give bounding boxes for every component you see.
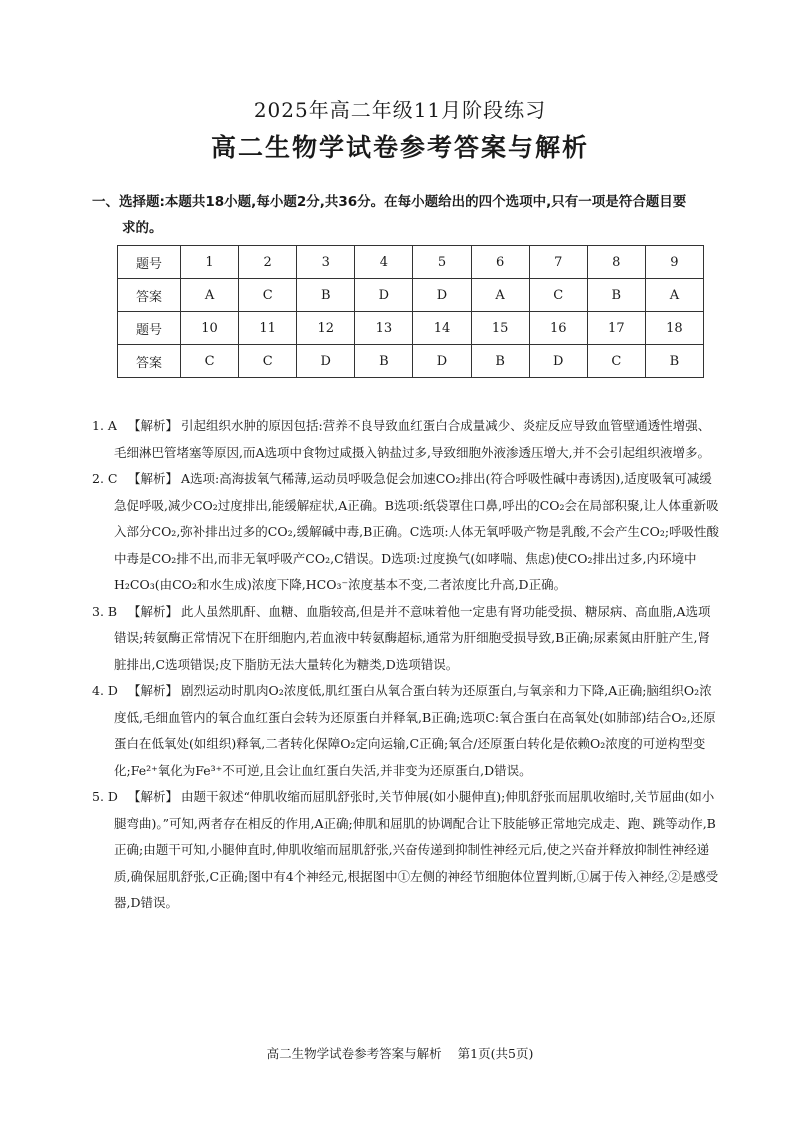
table-cell: 10 [181, 312, 239, 345]
table-cell: 8 [587, 246, 645, 279]
explanation-item-4 [92, 678, 720, 784]
explanation-item-2 [92, 466, 720, 599]
table-cell: C [529, 279, 587, 312]
section-heading-line2: 求的。 [122, 220, 163, 236]
explanation-item-3 [92, 599, 720, 679]
table-cell: B [645, 345, 703, 378]
explanation-text: 此人虽然肌酐、血糖、血脂较高,但是并不意味着他一定患有肾功能受损、糖尿病、高血脂,A选项错误;转氨酶正常情况下在肝细胞内,若血液中转氨酶超标,通常为肝细胞受损导致,B正确;尿素氮由肝脏产生,肾脏排出,C选项错误;皮下脂肪无法大量转化为糖类,D选项错误。 [114, 603, 711, 672]
page-number: 第1页(共5页) [457, 1046, 534, 1061]
analysis-tag: 【解析】 [128, 789, 179, 804]
page-footer [0, 1044, 800, 1062]
analysis-tag: 【解析】 [128, 603, 179, 619]
table-cell: 3 [297, 246, 355, 279]
analysis-tag: 【解析】 [128, 418, 179, 433]
row-label: 答案 [118, 345, 181, 378]
table-cell: D [529, 345, 587, 378]
table-cell: 6 [471, 246, 529, 279]
table-cell: C [181, 345, 239, 378]
table-cell: B [297, 279, 355, 312]
table-cell: C [587, 345, 645, 378]
table-row [118, 279, 704, 312]
table-cell: 16 [529, 312, 587, 345]
section-heading-line1: 一、选择题:本题共18小题,每小题2分,共36分。在每小题给出的四个选项中,只有一项是符合题目要 [92, 194, 687, 210]
page-title: 高二生物学试卷参考答案与解析 [210, 133, 589, 162]
table-cell: B [587, 279, 645, 312]
explanation-text: A选项:高海拔氧气稀薄,运动员呼吸急促会加速CO₂排出(符合呼吸性碱中毒诱因),适度吸氧可减缓急促呼吸,减少CO₂过度排出,能缓解症状,A正确。B选项:纸袋罩住口鼻,呼出的CO₂会在局部积聚,让人体重新吸入部分CO₂,弥补排出过多的CO₂,缓解碱中毒,B正确。C选项:人体无氧呼吸产物是乳酸,不会产生CO₂;呼吸性酸中毒是CO₂排不出,而非无氧呼吸产CO₂,C错误。D选项:过度换气(如哮喘、焦虑)使CO₂排出过多,内环境中H₂CO₃(由CO₂和水生成)浓度下降,HCO₃⁻浓度基本不变,二者浓度比升高,D正确。 [114, 471, 720, 592]
table-cell: A [471, 279, 529, 312]
section-heading [92, 189, 732, 241]
table-cell: 2 [239, 246, 297, 279]
table-cell: A [645, 279, 703, 312]
table-cell: C [239, 345, 297, 378]
item-number: 5. D [92, 789, 118, 804]
table-cell: 13 [355, 312, 413, 345]
table-cell: B [471, 345, 529, 378]
table-cell: 4 [355, 246, 413, 279]
table-cell: A [181, 279, 239, 312]
footer-title: 高二生物学试卷参考答案与解析 [266, 1046, 442, 1061]
table-cell: 5 [413, 246, 471, 279]
row-label: 题号 [118, 312, 181, 345]
answer-table [117, 245, 704, 378]
item-number: 3. B [92, 603, 118, 619]
table-cell: D [297, 345, 355, 378]
item-number: 1. A [92, 418, 117, 433]
table-cell: B [355, 345, 413, 378]
exam-subtitle: 2025年高二年级11月阶段练习 [253, 98, 547, 122]
table-cell: 12 [297, 312, 355, 345]
explanations-list [92, 413, 720, 917]
table-cell: D [355, 279, 413, 312]
explanation-text: 引起组织水肿的原因包括:营养不良导致血红蛋白合成量减少、炎症反应导致血管壁通透性增强、毛细淋巴管堵塞等原因,而A选项中食物过咸摄入钠盐过多,导致细胞外液渗透压增大,并不会引起组织液增多。 [114, 418, 711, 460]
item-number: 2. C [92, 471, 118, 486]
explanation-item-1 [92, 413, 720, 466]
table-cell: 1 [181, 246, 239, 279]
table-cell: 14 [413, 312, 471, 345]
table-cell: 17 [587, 312, 645, 345]
table-cell: 9 [645, 246, 703, 279]
table-row [118, 345, 704, 378]
table-cell: 15 [471, 312, 529, 345]
row-label: 答案 [118, 279, 181, 312]
table-row [118, 246, 704, 279]
explanation-item-5 [92, 784, 720, 917]
explanation-text: 剧烈运动时肌肉O₂浓度低,肌红蛋白从氧合蛋白转为还原蛋白,与氧亲和力下降,A正确;脑组织O₂浓度低,毛细血管内的氧合血红蛋白会转为还原蛋白并释氧,B正确;选项C:氧合蛋白在高氧处(如肺部)结合O₂,还原蛋白在低氧处(如组织)释氧,二者转化保障O₂定向运输,C正确;氧合/还原蛋白转化是依赖O₂浓度的可逆构型变化;Fe²⁺氧化为Fe³⁺不可逆,且会让血红蛋白失活,并非变为还原蛋白,D错误。 [114, 683, 716, 778]
table-row [118, 312, 704, 345]
table-cell: 7 [529, 246, 587, 279]
table-cell: C [239, 279, 297, 312]
table-cell: 11 [239, 312, 297, 345]
row-label: 题号 [118, 246, 181, 279]
table-cell: 18 [645, 312, 703, 345]
table-cell: D [413, 345, 471, 378]
analysis-tag: 【解析】 [128, 471, 179, 486]
table-cell: D [413, 279, 471, 312]
explanation-text: 由题干叙述“伸肌收缩而屈肌舒张时,关节伸展(如小腿伸直);伸肌舒张而屈肌收缩时,关节屈曲(如小腿弯曲)。”可知,两者存在相反的作用,A正确;伸肌和屈肌的协调配合让下肢能够正常地完成走、跑、跳等动作,B正确;由题干可知,小腿伸直时,伸肌收缩而屈肌舒张,兴奋传递到抑制性神经元后,使之兴奋并释放抑制性神经递质,确保屈肌舒张,C正确;图中有4个神经元,根据图中①左侧的神经节细胞体位置判断,①属于传入神经,②是感受器,D错误。 [114, 789, 719, 910]
analysis-tag: 【解析】 [128, 683, 179, 698]
item-number: 4. D [92, 683, 118, 698]
